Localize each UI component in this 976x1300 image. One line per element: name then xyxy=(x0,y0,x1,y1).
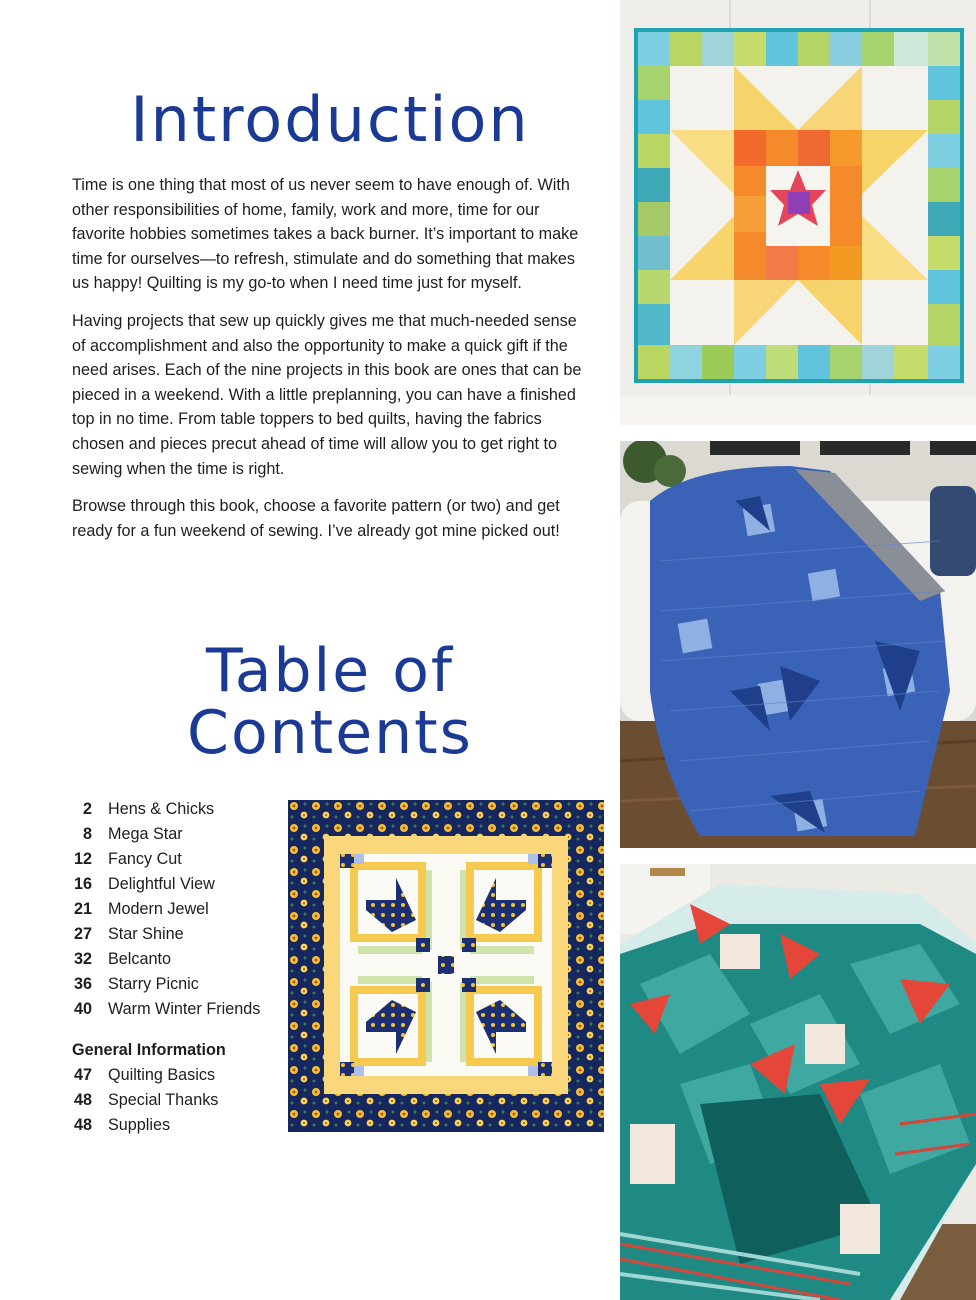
winter-friends-bed-quilt-photo xyxy=(620,864,976,1300)
toc-page-number: 32 xyxy=(73,950,92,968)
toc-title: Special Thanks xyxy=(108,1091,219,1109)
toc-entry[interactable] xyxy=(68,997,283,1022)
toc-page-number: 48 xyxy=(73,1091,92,1109)
table-of-contents-heading: Table of Contents xyxy=(187,636,473,768)
intro-paragraph: Time is one thing that most of us never seem to have enough of. With other responsibilities of home, family, work and more, time for our favorite hobbies sometimes takes a back burner. It’s important to make time for ourselves—to refresh, stimulate and do something that makes us happy! Quilting is my go-to when I need time just for myself. xyxy=(72,176,579,293)
toc-title: Starry Picnic xyxy=(108,975,199,993)
star-quilt-wall-hanging-photo xyxy=(620,0,976,425)
toc-page-number: 21 xyxy=(73,900,92,918)
table-of-contents xyxy=(68,797,283,1138)
toc-title: Delightful View xyxy=(108,875,215,893)
toc-page-number: 16 xyxy=(73,875,92,893)
toc-entry[interactable] xyxy=(68,797,283,822)
toc-title: Hens & Chicks xyxy=(108,800,215,818)
toc-entry[interactable] xyxy=(68,872,283,897)
intro-paragraph: Having projects that sew up quickly gives me that much-needed sense of accomplishment and also the opportunity to make a quick gift if the need arises. Each of the nine projects in this book are ones that can be pieced in a weekend. With a little preplanning, you can have a finished top in no time. From table toppers to bed quilts, having the fabrics chosen and pieces precut ahead of time will allow you to get right to sewing when the time is right. xyxy=(72,311,582,478)
toc-title: Belcanto xyxy=(108,950,171,968)
toc-page-number: 12 xyxy=(73,850,92,868)
toc-entry[interactable] xyxy=(68,897,283,922)
toc-entry[interactable] xyxy=(68,1088,283,1113)
toc-section-heading: General Information xyxy=(72,1041,226,1059)
toc-entry[interactable] xyxy=(68,972,283,997)
toc-entry[interactable] xyxy=(68,947,283,972)
navy-yellow-table-topper-photo xyxy=(288,800,604,1132)
toc-entry[interactable] xyxy=(68,1113,283,1138)
toc-title: Star Shine xyxy=(108,925,184,943)
toc-title: Modern Jewel xyxy=(108,900,209,918)
intro-paragraph: Browse through this book, choose a favorite pattern (or two) and get ready for a fun weekend of sewing. I’ve already got mine picked out! xyxy=(72,497,560,540)
toc-title: Fancy Cut xyxy=(108,850,182,868)
toc-page-number: 48 xyxy=(73,1116,92,1134)
toc-entry[interactable] xyxy=(68,1063,283,1088)
blue-star-throw-quilt-photo xyxy=(620,441,976,848)
toc-entry[interactable] xyxy=(68,922,283,947)
toc-title: Mega Star xyxy=(108,825,183,843)
toc-page-number: 2 xyxy=(82,800,92,818)
toc-page-number: 27 xyxy=(73,925,92,943)
toc-page-number: 8 xyxy=(82,825,92,843)
toc-page-number: 47 xyxy=(73,1066,92,1084)
introduction-heading: Introduction xyxy=(130,83,530,156)
toc-entry[interactable] xyxy=(68,847,283,872)
toc-page-number: 36 xyxy=(73,975,92,993)
toc-title: Supplies xyxy=(108,1116,171,1134)
toc-title: Warm Winter Friends xyxy=(108,1000,261,1018)
toc-page-number: 40 xyxy=(73,1000,92,1018)
toc-entry[interactable] xyxy=(68,822,283,847)
toc-title: Quilting Basics xyxy=(108,1066,216,1084)
introduction-body xyxy=(72,173,592,556)
